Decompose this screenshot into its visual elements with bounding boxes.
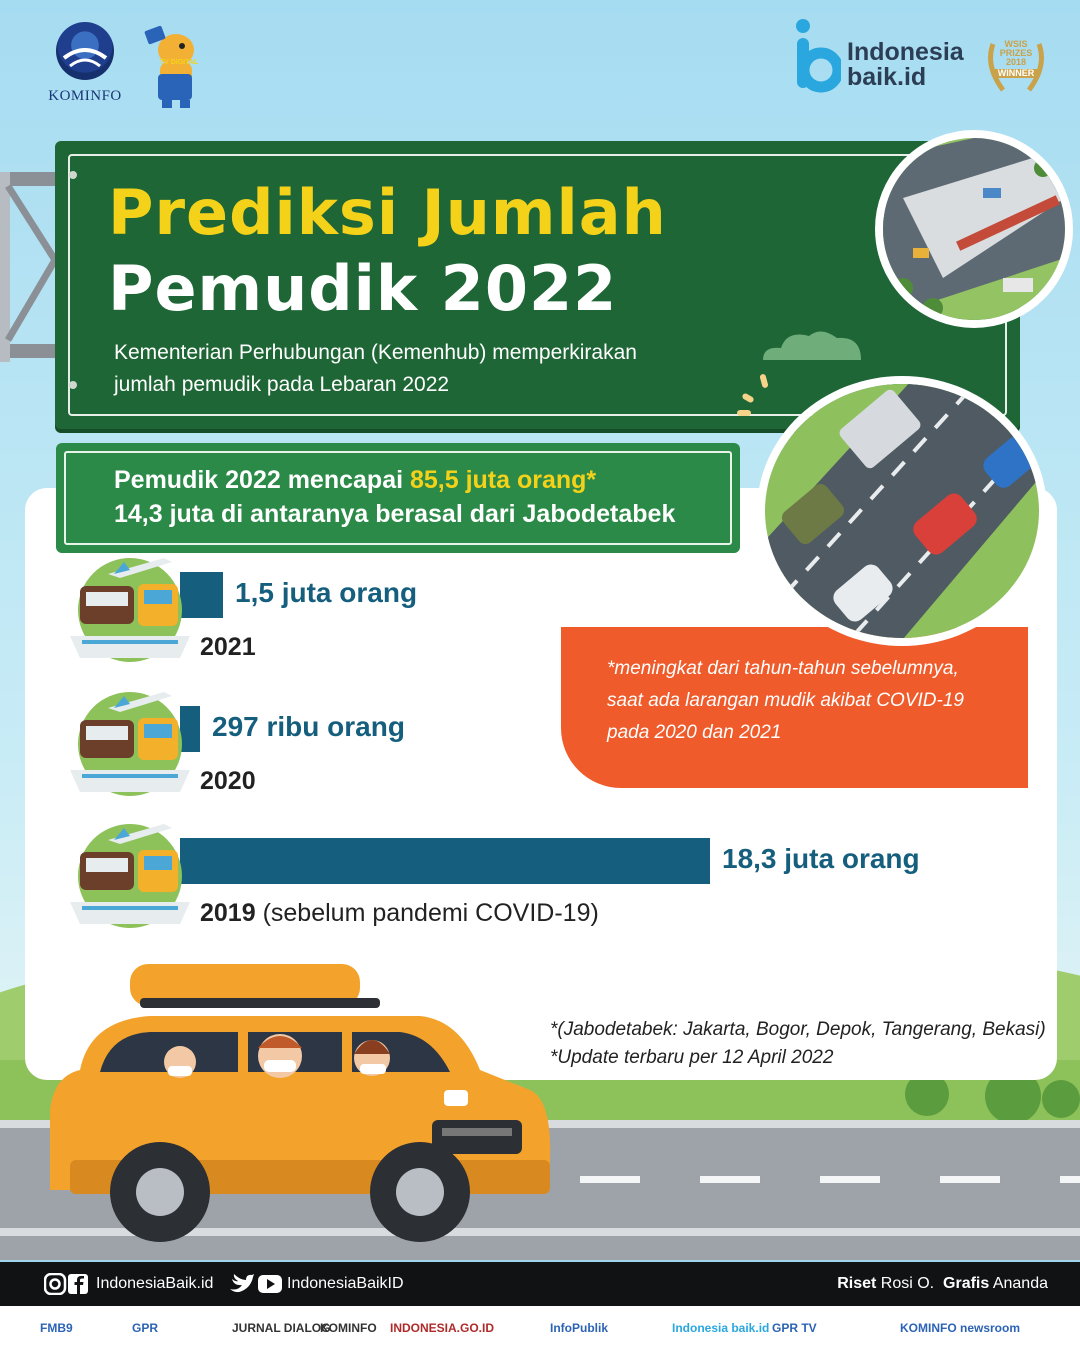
year-label-2020 [200, 766, 256, 796]
note-text [607, 653, 1007, 749]
headline-prefix: Pemudik 2022 mencapai [114, 466, 410, 494]
tree-icon [1042, 1080, 1080, 1118]
social-handle-1[interactable]: IndonesiaBaik.id [96, 1275, 214, 1292]
year-value: 2021 [200, 633, 256, 661]
subtitle-line1: Kementerian Perhubungan (Kemenhub) memperkirakan [114, 341, 637, 364]
gantry-truss [0, 180, 60, 350]
lane-marking [700, 1176, 760, 1183]
cloud-icon [757, 326, 867, 362]
partner-logo: KOMINFO newsroom [900, 1321, 1021, 1335]
year-value: 2020 [200, 767, 256, 795]
bolt-icon [69, 381, 77, 389]
twitter-youtube-icon [228, 1273, 282, 1295]
bar-2019 [180, 838, 710, 884]
headline-total: 85,5 juta orang* [409, 466, 597, 494]
lane-marking [940, 1176, 1000, 1183]
brand-line1: Indonesia [847, 38, 964, 66]
partner-logo: InfoPublik [550, 1321, 608, 1335]
traffic-jam-image [757, 376, 1047, 646]
headline-box [56, 443, 740, 553]
kominfo-logo-text: KOMINFO [48, 88, 122, 104]
indonesiabaik-mark-icon [795, 18, 841, 94]
partner-logo: GPR TV [772, 1321, 817, 1335]
bolt-icon [69, 171, 77, 179]
title-line1: Prediksi Jumlah [108, 176, 667, 249]
title-line2: Pemudik 2022 [108, 252, 618, 325]
year-note: (sebelum pandemi COVID-19) [255, 899, 599, 927]
value-label-2019: 18,3 juta orang [722, 843, 920, 874]
indonesiabaik-logo [795, 18, 975, 98]
riset-label: Riset [837, 1275, 877, 1292]
headline-line2: 14,3 juta di antaranya berasal dari Jabodetabek [114, 500, 676, 528]
traffic-illustration [765, 384, 1039, 638]
grafis-label: Grafis [943, 1275, 990, 1292]
wsis-award-badge [983, 36, 1049, 96]
year-value: 2019 [200, 899, 256, 927]
note-line3: pada 2020 dan 2021 [607, 722, 782, 743]
spark-icon [735, 370, 775, 420]
award-line3: 2018 [1005, 57, 1027, 67]
mascot-badge-text: TV DIGITAL [159, 59, 199, 66]
year-label-2021 [200, 632, 256, 662]
lane-marking [820, 1176, 880, 1183]
award-line1: WSIS [1004, 39, 1028, 49]
value-label-2021: 1,5 juta orang [235, 577, 418, 608]
headline-line1 [114, 465, 596, 495]
award-line4: WINNER [993, 69, 1039, 78]
footnote-update: *Update terbaru per 12 April 2022 [550, 1047, 834, 1068]
social-handle-2[interactable]: IndonesiaBaikID [287, 1275, 404, 1292]
credits [837, 1272, 1048, 1296]
transport-modes-icon [68, 822, 198, 930]
toll-gate-illustration [883, 138, 1065, 320]
kominfo-logo [40, 22, 130, 108]
transport-modes-icon [68, 556, 198, 664]
subtitle [114, 337, 754, 401]
partner-logo: FMB9 [40, 1321, 73, 1335]
year-label-2019 [200, 898, 599, 928]
partner-logo: JURNAL DIALOG [232, 1321, 331, 1335]
value-label-2020: 297 ribu orang [212, 711, 405, 742]
grafis-name: Ananda [992, 1275, 1048, 1292]
partner-logo: GPR [132, 1321, 159, 1335]
partner-logo: Indonesia baik.id [672, 1321, 770, 1335]
partner-logo: KOMINFO [320, 1321, 377, 1335]
note-line2: saat ada larangan mudik akibat COVID-19 [607, 690, 964, 711]
instagram-facebook-icon [44, 1273, 88, 1295]
transport-modes-icon [68, 690, 198, 798]
partner-logo: INDONESIA.GO.ID [390, 1321, 495, 1335]
lane-marking [1060, 1176, 1080, 1183]
note-line1: *meningkat dari tahun-tahun sebelumnya, [607, 658, 959, 679]
riset-name: Rosi O. [880, 1275, 935, 1292]
brand-line2: baik.id [847, 63, 927, 91]
family-car-illustration [40, 960, 560, 1260]
toll-gate-image [875, 130, 1073, 328]
award-line2: PRIZES [999, 48, 1033, 58]
footnote-jabodetabek: *(Jabodetabek: Jakarta, Bogor, Depok, Tangerang, Bekasi) [550, 1019, 1046, 1040]
lane-marking [580, 1176, 640, 1183]
subtitle-line2: jumlah pemudik pada Lebaran 2022 [114, 373, 450, 396]
